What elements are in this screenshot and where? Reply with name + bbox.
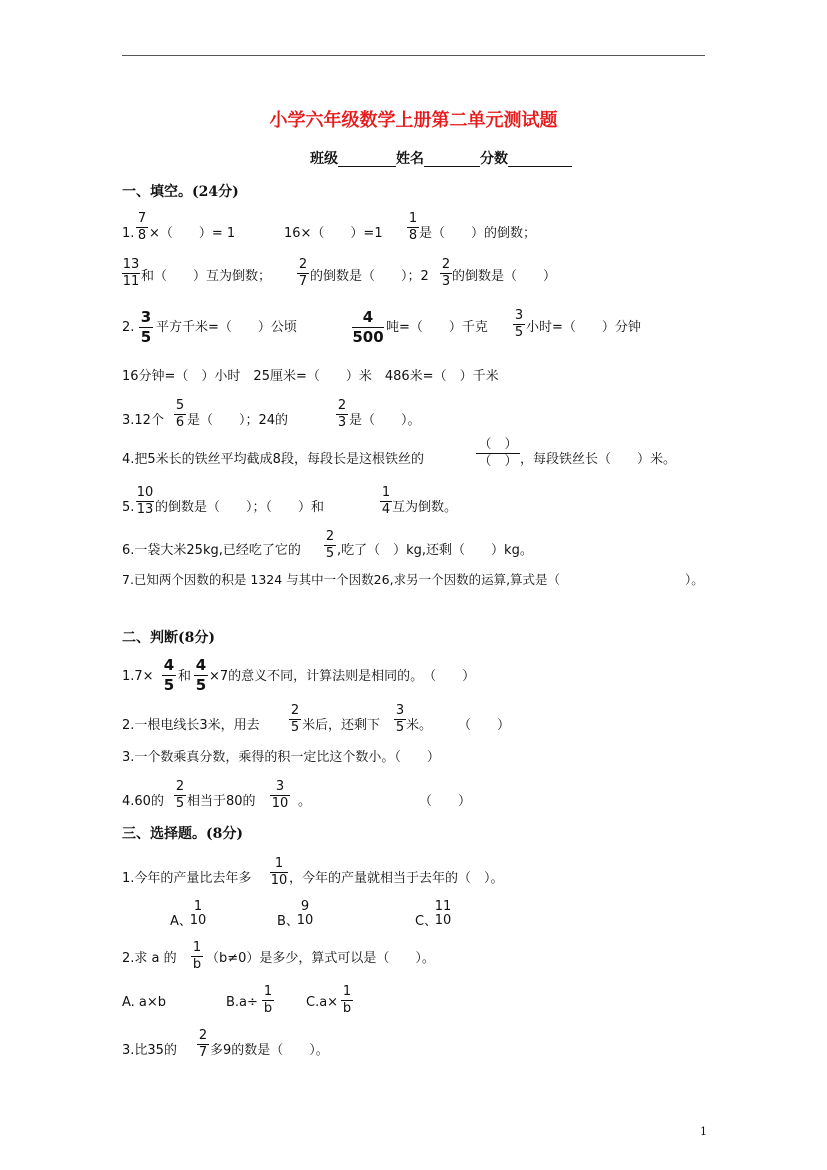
fraction: 2 5 <box>175 779 185 811</box>
s3q2-option-c: C.a× <box>306 995 339 1010</box>
fraction: 1 b <box>342 984 352 1016</box>
fraction: 10 13 <box>136 485 154 517</box>
s1q2-line2: 16分钟=（ ）小时 25厘米=（ ）米 486米=（ ）千米 <box>122 369 499 384</box>
score-blank <box>508 152 572 167</box>
fraction: 2 7 <box>198 1028 208 1060</box>
s2q4-answer-blank: （ ） <box>419 794 472 809</box>
header-rule <box>122 55 705 56</box>
s1q6-text: ,吃了（ ）kg,还剩（ ）kg。 <box>337 543 533 558</box>
section3-heading: 三、选择题。(8分) <box>122 826 243 842</box>
s2q1-text: 1.7× <box>122 669 154 684</box>
s3q1-option-a-label: A、 <box>170 914 192 929</box>
s3q1-option-a: 1 10 <box>189 899 207 928</box>
s1q1-text: 的倒数是（ ） <box>452 269 557 284</box>
s1q3-text: 是（ ）；24的 <box>187 413 289 428</box>
s1q3-text: 是（ ）。 <box>349 413 421 428</box>
s1q1-text: 和（ ）互为倒数； <box>141 269 272 284</box>
fraction: 5 6 <box>175 398 185 430</box>
section2-heading: 二、判断(8分) <box>122 630 215 646</box>
s1q1-text: 的倒数是（ ）；2 <box>310 269 429 284</box>
class-label: 班级 <box>310 151 338 167</box>
fraction: 4 500 <box>352 308 384 346</box>
fraction: 1 b <box>263 984 273 1016</box>
s1q1-text: 16×（ ）=1 <box>284 226 383 241</box>
s1q4-text: 4.把5米长的铁丝平均截成8段，每段长是这根铁丝的 <box>122 452 424 467</box>
fraction: 13 11 <box>122 257 140 289</box>
s1q4-text: ，每段铁丝长（ ）米。 <box>520 452 677 467</box>
s1q1-number: 1. <box>122 226 135 241</box>
s1q2-text: 平方千米=（ ）公顷 <box>156 320 297 335</box>
s1q1-text: ×（ ）= 1 <box>149 226 236 241</box>
fraction: 1 8 <box>408 211 418 243</box>
fraction: 4 5 <box>195 656 207 694</box>
s2q2-text: 米后，还剩下 <box>302 718 381 733</box>
s1q7-text: 7.已知两个因数的积是 1324 与其中一个因数26,求另一个因数的运算,算式是（ ）。 <box>122 572 704 587</box>
s3q1-option-b: 9 10 <box>296 899 314 928</box>
s3q2-option-b: B.a÷ <box>226 995 258 1010</box>
s1q1-text: 是（ ）的倒数； <box>419 226 537 241</box>
fraction: 1 10 <box>270 856 288 888</box>
s3q2-option-a: A. a×b <box>122 995 167 1010</box>
s2q4-text: 相当于80的 <box>187 794 256 809</box>
s2q2-text: 米。 （ ） <box>406 718 511 733</box>
s3q1-text: 1.今年的产量比去年多 <box>122 871 252 886</box>
fraction: 3 5 <box>514 308 524 340</box>
fraction: 1 4 <box>381 485 391 517</box>
s2q4-text: 4.60的 <box>122 794 164 809</box>
s3q1-option-b-label: B、 <box>277 914 299 929</box>
page-title: 小学六年级数学上册第二单元测试题 <box>269 110 558 131</box>
s2q1-text: ×7的意义不同，计算法则是相同的。 （ ） <box>209 669 476 684</box>
fraction: 2 5 <box>290 703 300 735</box>
fraction: 2 3 <box>441 257 451 289</box>
s1q3-text: 3.12个 <box>122 413 164 428</box>
class-blank <box>338 152 396 167</box>
fraction: 3 5 <box>140 308 152 346</box>
s3q1-option-c-label: C、 <box>415 914 438 929</box>
s1q2-text: 小时=（ ）分钟 <box>526 320 641 335</box>
s2q3-text: 3.一个数乘真分数，乘得的积一定比这个数小。（ ） <box>122 750 440 765</box>
s3q1-text: ，今年的产量就相当于去年的（ ）。 <box>289 871 504 886</box>
s2q1-text: 和 <box>178 669 192 684</box>
s1q5-text: 5. <box>122 500 135 515</box>
score-label: 分数 <box>480 151 508 167</box>
fraction: 3 5 <box>395 703 405 735</box>
fraction: 2 5 <box>325 529 335 561</box>
fraction: 2 7 <box>298 257 308 289</box>
s2q2-text: 2.一根电线长3米，用去 <box>122 718 260 733</box>
blank-fraction: （ ） （ ） <box>476 438 520 469</box>
section1-heading: 一、填空。(24分) <box>122 184 239 200</box>
page-number: 1 <box>700 1125 707 1138</box>
fraction: 2 3 <box>337 398 347 430</box>
fraction: 7 8 <box>137 211 147 243</box>
student-info-line <box>310 151 572 167</box>
s2q4-text: 。 <box>298 794 312 809</box>
s1q2-number: 2. <box>122 320 135 335</box>
s3q3-text: 3.比35的 <box>122 1043 177 1058</box>
s3q3-text: 多9的数是（ ）。 <box>210 1043 329 1058</box>
s1q5-text: 互为倒数。 <box>392 500 458 515</box>
s3q2-text: （b≠0）是多少，算式可以是（ ）。 <box>206 951 435 966</box>
s1q5-text: 的倒数是（ ）；（ ）和 <box>155 500 325 515</box>
fraction: 4 5 <box>163 656 175 694</box>
name-label: 姓名 <box>396 151 424 167</box>
name-blank <box>424 152 480 167</box>
s3q1-option-c: 11 10 <box>434 899 452 928</box>
s1q6-text: 6.一袋大米25kg,已经吃了它的 <box>122 543 301 558</box>
fraction: 3 10 <box>271 779 289 811</box>
fraction: 1 b <box>192 940 202 972</box>
s3q2-text: 2.求 a 的 <box>122 951 177 966</box>
s1q2-text: 吨=（ ）千克 <box>386 320 488 335</box>
